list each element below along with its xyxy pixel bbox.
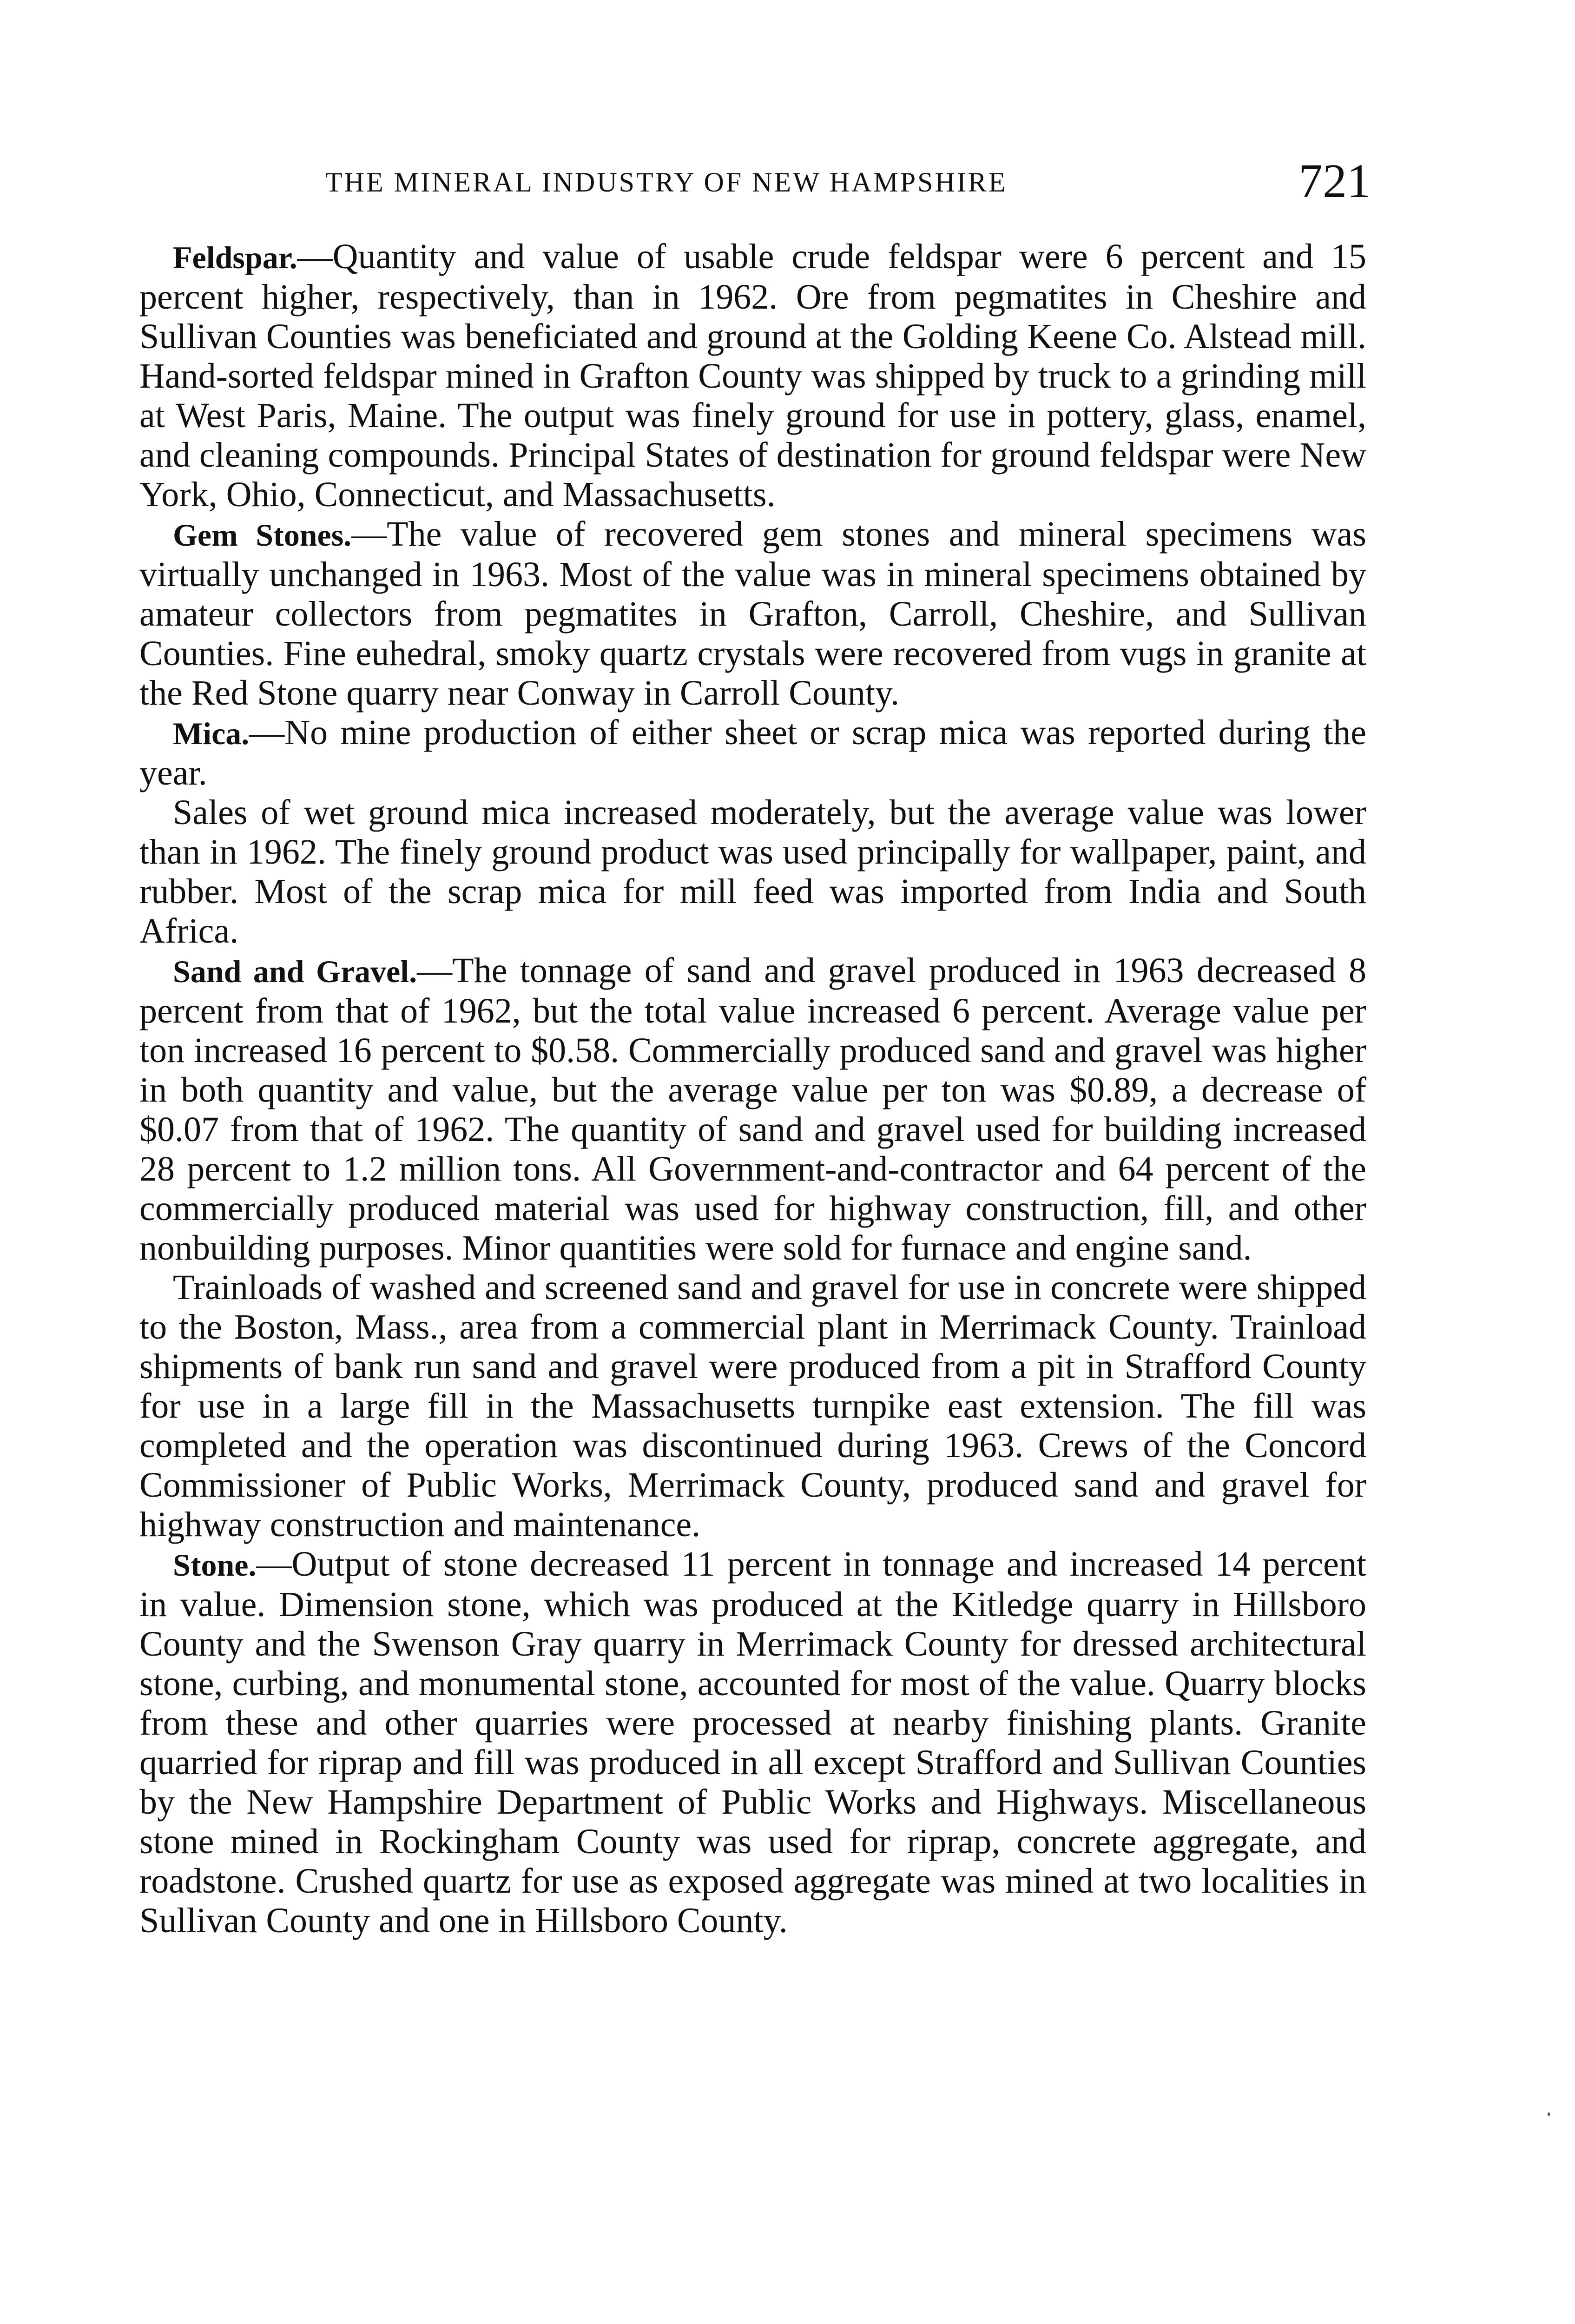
- scan-speck: [1548, 2113, 1550, 2116]
- feldspar-text: —Quantity and value of usable crude feldspar were 6 percent and 15 percent higher, respectively, than in 1962. Ore from pegmatites in Cheshire and Sullivan Counties was beneficiated and ground at the Golding Keene Co. Alstead mill. Hand-sorted feldspar mined in Grafton County was shipped by truck to a grinding mill at West Paris, Maine. The output was finely ground for use in pottery, glass, enamel, and cleaning compounds. Principal States of destination for ground feldspar were New York, Ohio, Connecticut, and Massachusetts.: [139, 237, 1366, 514]
- feldspar-paragraph: [139, 237, 1366, 515]
- sand-gravel-heading: Sand and Gravel.: [173, 954, 417, 989]
- page-header: [139, 153, 1371, 214]
- sand-gravel-text: —The tonnage of sand and gravel produced in 1963 decreased 8 percent from that of 1962, but the total value increased 6 percent. Average value per ton increased 16 percent to $0.58. Commercially produced sand and gravel was higher in both quantity and value, but the average value per ton was $0.89, a decrease of $0.07 from that of 1962. The quantity of sand and gravel used for building increased 28 percent to 1.2 million tons. All Government-and-contractor and 64 percent of the commercially produced material was used for highway construction, fill, and other nonbuilding purposes. Minor quantities were sold for furnace and engine sand.: [139, 951, 1366, 1268]
- gem-stones-heading: Gem Stones.: [173, 517, 352, 553]
- gem-stones-text: —The value of recovered gem stones and mineral specimens was virtually unchanged in 1963. Most of the value was in mineral specimens obtained by amateur collectors from pegmatites in Grafton, Carroll, Cheshire, and Sullivan Counties. Fine euhedral, smoky quartz crystals were recovered from vugs in granite at the Red Stone quarry near Conway in Carroll County.: [139, 515, 1366, 713]
- running-title: THE MINERAL INDUSTRY OF NEW HAMPSHIRE: [325, 167, 1008, 198]
- stone-paragraph: [139, 1545, 1366, 1941]
- mica-heading: Mica.: [173, 716, 250, 751]
- sand-gravel-paragraph-2: Trainloads of washed and screened sand and gravel for use in concrete were shipped to the Boston, Mass., area from a commercial plant in Merrimack County. Trainload shipments of bank run sand and gravel were produced from a pit in Strafford County for use in a large fill in the Massachusetts turnpike east extension. The fill was completed and the operation was discontinued during 1963. Crews of the Concord Commissioner of Public Works, Merrimack County, produced sand and gravel for highway construction and maintenance.: [139, 1268, 1366, 1544]
- page-number: 721: [1298, 154, 1371, 208]
- mica-paragraph-2: Sales of wet ground mica increased moderately, but the average value was lower than in 1962. The finely ground product was used principally for wallpaper, paint, and rubber. Most of the scrap mica for mill feed was imported from India and South Africa.: [139, 793, 1366, 951]
- mica-paragraph: [139, 713, 1366, 793]
- stone-text: —Output of stone decreased 11 percent in tonnage and increased 14 percent in value. Dimension stone, which was produced at the Kitledge quarry in Hillsboro County and the Swenson Gray quarry in Merrimack County for dressed architectural stone, curbing, and monumental stone, accounted for most of the value. Quarry blocks from these and other quarries were processed at nearby finishing plants. Granite quarried for riprap and fill was produced in all except Strafford and Sullivan Counties by the New Hampshire Department of Public Works and Highways. Miscellaneous stone mined in Rockingham County was used for riprap, concrete aggregate, and roadstone. Crushed quartz for use as exposed aggregate was mined at two localities in Sullivan County and one in Hillsboro County.: [139, 1545, 1366, 1940]
- mica-text: —No mine production of either sheet or scrap mica was reported during the year.: [139, 713, 1366, 792]
- body-text: [139, 237, 1366, 1941]
- gem-stones-paragraph: [139, 515, 1366, 713]
- sand-gravel-paragraph: [139, 951, 1366, 1268]
- stone-heading: Stone.: [173, 1547, 257, 1583]
- feldspar-heading: Feldspar.: [173, 240, 297, 275]
